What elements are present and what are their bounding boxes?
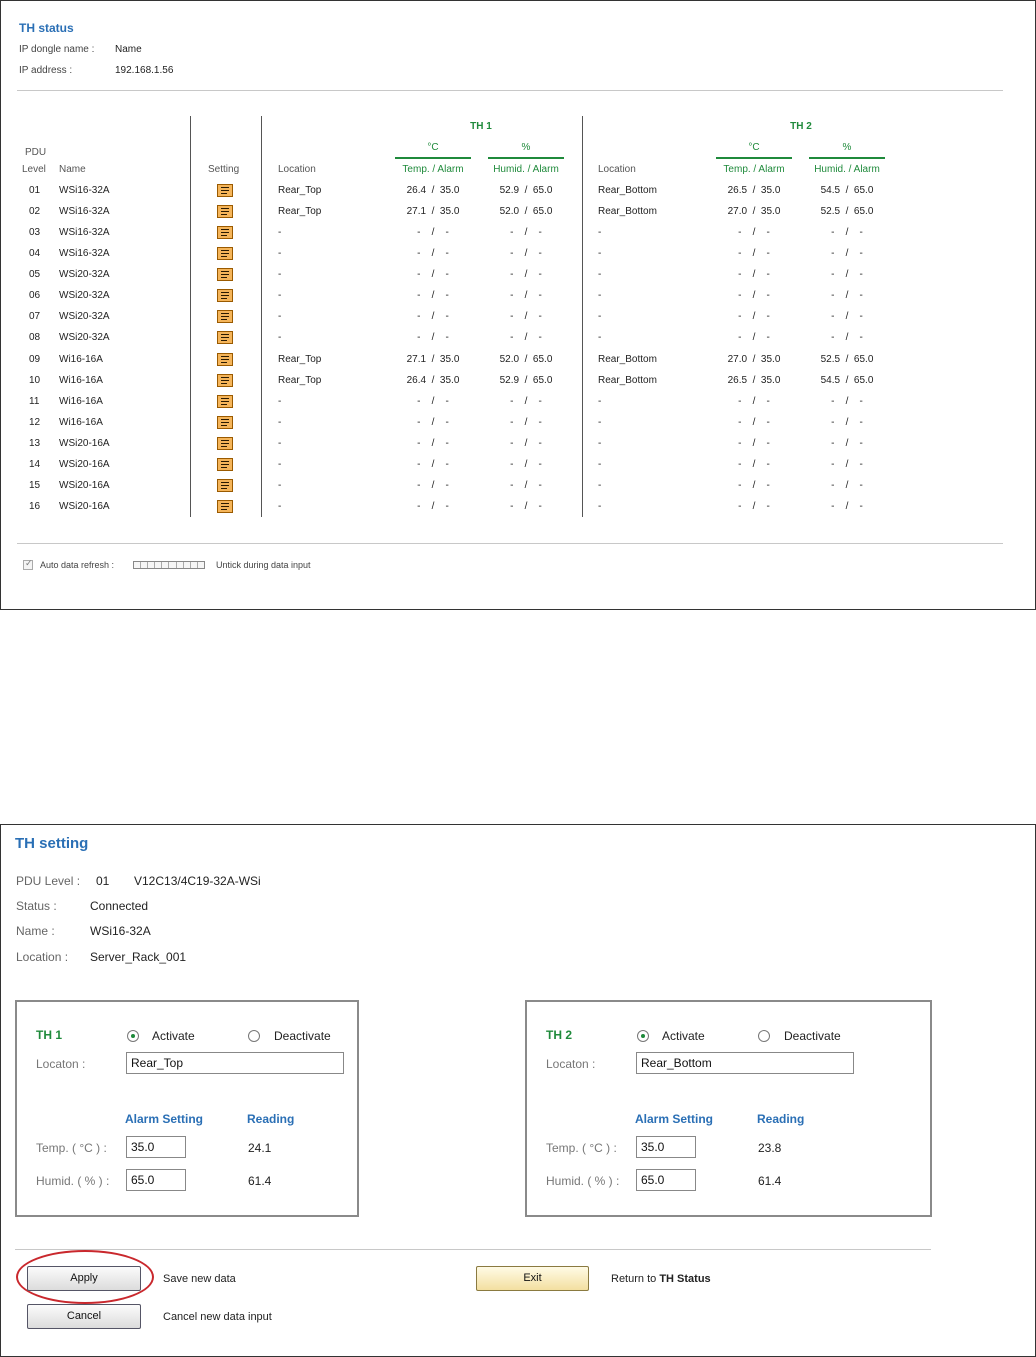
row-th1-location: Rear_Top <box>278 206 322 217</box>
row-th2-temp-alarm: - / - <box>738 248 770 259</box>
th2-title: TH 2 <box>546 1028 573 1042</box>
row-th1-humid-alarm: 52.9 / 65.0 <box>499 375 553 386</box>
setting-icon[interactable] <box>217 331 233 344</box>
row-th1-location: Rear_Top <box>278 354 322 365</box>
row-th1-humid-alarm: - / - <box>510 459 542 470</box>
row-th1-temp-alarm: - / - <box>417 227 449 238</box>
row-th2-location: - <box>598 332 602 343</box>
th-setting-panel <box>0 824 1036 1357</box>
auto-refresh-checkbox[interactable] <box>23 560 33 570</box>
header-temp-alarm-th2: Temp. / Alarm <box>723 164 785 175</box>
header-percent-th1: % <box>521 142 531 153</box>
setting-icon[interactable] <box>217 205 233 218</box>
status-value: Connected <box>90 899 149 913</box>
row-th2-location: - <box>598 269 602 280</box>
row-th2-humid-alarm: 52.5 / 65.0 <box>820 354 874 365</box>
row-th1-humid-alarm: - / - <box>510 417 542 428</box>
header-th2: TH 2 <box>790 121 812 132</box>
row-th2-temp-alarm: - / - <box>738 396 770 407</box>
row-th2-humid-alarm: 52.5 / 65.0 <box>820 206 874 217</box>
row-th1-humid-alarm: - / - <box>510 311 542 322</box>
row-th1-humid-alarm: - / - <box>510 227 542 238</box>
row-th2-humid-alarm: - / - <box>831 480 863 491</box>
header-pdu: PDU <box>25 147 47 158</box>
row-th2-humid-alarm: - / - <box>831 396 863 407</box>
row-th2-humid-alarm: - / - <box>831 438 863 449</box>
th1-humid-label: Humid. ( % ) : <box>36 1174 110 1188</box>
row-level: 03 <box>29 227 41 238</box>
ip-address-label: IP address : <box>19 65 73 76</box>
row-th1-humid-alarm: 52.0 / 65.0 <box>499 206 553 217</box>
header-underline <box>488 157 564 159</box>
row-th1-humid-alarm: - / - <box>510 290 542 301</box>
name-value: WSi16-32A <box>90 924 151 938</box>
row-th2-humid-alarm: 54.5 / 65.0 <box>820 185 874 196</box>
row-th2-temp-alarm: - / - <box>738 269 770 280</box>
row-th1-temp-alarm: - / - <box>417 290 449 301</box>
th2-humid-label: Humid. ( % ) : <box>546 1174 620 1188</box>
setting-icon[interactable] <box>217 289 233 302</box>
setting-icon[interactable] <box>217 416 233 429</box>
cancel-button[interactable]: Cancel <box>27 1304 141 1329</box>
row-level: 16 <box>29 501 41 512</box>
row-th1-humid-alarm: - / - <box>510 332 542 343</box>
row-level: 04 <box>29 248 41 259</box>
divider <box>15 1249 931 1250</box>
row-th1-location: - <box>278 311 282 322</box>
header-humid-alarm-th1: Humid. / Alarm <box>493 164 559 175</box>
row-th2-humid-alarm: - / - <box>831 290 863 301</box>
row-th2-location: Rear_Bottom <box>598 206 657 217</box>
header-name: Name <box>59 164 86 175</box>
row-th1-temp-alarm: - / - <box>417 269 449 280</box>
setting-icon[interactable] <box>217 226 233 239</box>
header-underline <box>809 157 885 159</box>
header-underline <box>395 157 471 159</box>
row-name: WSi20-16A <box>59 501 110 512</box>
row-name: Wi16-16A <box>59 354 103 365</box>
th1-temp-label: Temp. ( °C ) : <box>36 1141 107 1155</box>
th1-activate-radio[interactable] <box>127 1030 139 1042</box>
th-status-panel <box>0 0 1036 610</box>
th2-temp-reading: 23.8 <box>758 1141 782 1155</box>
row-th1-temp-alarm: - / - <box>417 417 449 428</box>
row-th1-humid-alarm: 52.9 / 65.0 <box>499 185 553 196</box>
row-th2-location: Rear_Bottom <box>598 185 657 196</box>
header-temp-alarm-th1: Temp. / Alarm <box>402 164 464 175</box>
setting-icon[interactable] <box>217 353 233 366</box>
row-th2-temp-alarm: - / - <box>738 332 770 343</box>
column-separator <box>190 116 191 517</box>
refresh-progress-bar <box>133 561 205 569</box>
th1-location-input[interactable] <box>126 1052 344 1074</box>
row-name: Wi16-16A <box>59 417 103 428</box>
row-th2-humid-alarm: - / - <box>831 501 863 512</box>
row-th1-location: Rear_Top <box>278 375 322 386</box>
row-th2-location: - <box>598 438 602 449</box>
status-label: Status : <box>16 899 57 913</box>
divider <box>17 90 1003 91</box>
ip-dongle-name-label: IP dongle name : <box>19 44 95 55</box>
row-th2-temp-alarm: 27.0 / 35.0 <box>727 206 781 217</box>
setting-icon[interactable] <box>217 458 233 471</box>
pdu-model: V12C13/4C19-32A-WSi <box>134 874 261 888</box>
th1-deactivate-label: Deactivate <box>274 1029 331 1043</box>
row-th1-humid-alarm: - / - <box>510 501 542 512</box>
page-title: TH status <box>19 21 74 35</box>
row-th2-temp-alarm: 26.5 / 35.0 <box>727 375 781 386</box>
row-th1-temp-alarm: - / - <box>417 248 449 259</box>
row-th2-humid-alarm: - / - <box>831 269 863 280</box>
pdu-level-value: 01 <box>96 874 110 888</box>
row-th2-temp-alarm: - / - <box>738 459 770 470</box>
row-th2-temp-alarm: - / - <box>738 290 770 301</box>
row-th2-temp-alarm: - / - <box>738 227 770 238</box>
row-th2-location: - <box>598 227 602 238</box>
th2-location-label: Locaton : <box>546 1057 596 1071</box>
row-name: WSi20-32A <box>59 290 110 301</box>
column-separator <box>261 116 262 517</box>
setting-icon[interactable] <box>217 437 233 450</box>
header-celsius-th1: °C <box>427 142 439 153</box>
row-name: WSi16-32A <box>59 206 110 217</box>
auto-refresh-label: Auto data refresh : <box>40 560 115 570</box>
th1-location-label: Locaton : <box>36 1057 86 1071</box>
row-th2-location: - <box>598 480 602 491</box>
row-th2-location: - <box>598 290 602 301</box>
th1-reading-header: Reading <box>247 1112 295 1126</box>
row-name: WSi16-32A <box>59 227 110 238</box>
row-th2-humid-alarm: - / - <box>831 248 863 259</box>
row-th2-humid-alarm: - / - <box>831 459 863 470</box>
th1-temp-alarm-input[interactable] <box>126 1136 186 1158</box>
row-th2-location: - <box>598 459 602 470</box>
th1-humid-alarm-input[interactable] <box>126 1169 186 1191</box>
apply-note: Save new data <box>163 1273 236 1285</box>
th2-activate-label: Activate <box>662 1029 705 1043</box>
th2-humid-reading: 61.4 <box>758 1174 782 1188</box>
setting-icon[interactable] <box>217 310 233 323</box>
auto-refresh-note: Untick during data input <box>216 560 311 570</box>
row-th1-location: - <box>278 480 282 491</box>
row-th2-humid-alarm: - / - <box>831 227 863 238</box>
th1-title: TH 1 <box>36 1028 63 1042</box>
row-th1-temp-alarm: - / - <box>417 459 449 470</box>
ip-dongle-name-value: Name <box>115 44 142 55</box>
row-th1-location: - <box>278 248 282 259</box>
header-underline <box>716 157 792 159</box>
row-th2-temp-alarm: - / - <box>738 480 770 491</box>
pdu-level-label: PDU Level : <box>16 874 81 888</box>
th2-alarm-setting-header: Alarm Setting <box>635 1112 714 1126</box>
row-th2-location: - <box>598 248 602 259</box>
row-th1-location: - <box>278 438 282 449</box>
row-level: 10 <box>29 375 41 386</box>
th2-activate-radio[interactable] <box>637 1030 649 1042</box>
th1-deactivate-radio[interactable] <box>248 1030 260 1042</box>
row-th2-location: Rear_Bottom <box>598 375 657 386</box>
row-th1-location: - <box>278 290 282 301</box>
row-name: WSi16-32A <box>59 248 110 259</box>
setting-icon[interactable] <box>217 395 233 408</box>
header-humid-alarm-th2: Humid. / Alarm <box>814 164 880 175</box>
location-label: Location : <box>16 950 69 964</box>
th1-settings-box <box>15 1000 359 1217</box>
divider <box>17 543 1003 544</box>
row-th1-temp-alarm: - / - <box>417 480 449 491</box>
row-th2-temp-alarm: - / - <box>738 501 770 512</box>
header-percent-th2: % <box>842 142 852 153</box>
th2-temp-label: Temp. ( °C ) : <box>546 1141 617 1155</box>
row-level: 07 <box>29 311 41 322</box>
row-th2-humid-alarm: - / - <box>831 417 863 428</box>
row-th2-humid-alarm: - / - <box>831 332 863 343</box>
row-name: WSi20-32A <box>59 269 110 280</box>
row-th1-humid-alarm: - / - <box>510 269 542 280</box>
row-level: 12 <box>29 417 41 428</box>
row-th1-humid-alarm: - / - <box>510 438 542 449</box>
setting-icon[interactable] <box>217 500 233 513</box>
row-name: WSi20-32A <box>59 332 110 343</box>
row-level: 06 <box>29 290 41 301</box>
ip-address-value: 192.168.1.56 <box>115 65 174 76</box>
row-th1-temp-alarm: 26.4 / 35.0 <box>406 185 460 196</box>
row-level: 14 <box>29 459 41 470</box>
th2-reading-header: Reading <box>757 1112 805 1126</box>
row-level: 11 <box>29 396 40 407</box>
row-th1-humid-alarm: 52.0 / 65.0 <box>499 354 553 365</box>
th1-activate-label: Activate <box>152 1029 195 1043</box>
row-th2-temp-alarm: 26.5 / 35.0 <box>727 185 781 196</box>
row-th2-location: - <box>598 501 602 512</box>
column-separator <box>582 116 583 517</box>
th1-temp-reading: 24.1 <box>248 1141 272 1155</box>
setting-icon[interactable] <box>217 247 233 260</box>
row-th1-location: - <box>278 417 282 428</box>
row-th1-temp-alarm: - / - <box>417 396 449 407</box>
row-th1-location: - <box>278 396 282 407</box>
header-celsius-th2: °C <box>748 142 760 153</box>
th2-deactivate-radio[interactable] <box>758 1030 770 1042</box>
row-th1-temp-alarm: 27.1 / 35.0 <box>406 354 460 365</box>
row-th1-location: - <box>278 269 282 280</box>
row-name: WSi20-32A <box>59 311 110 322</box>
setting-icon[interactable] <box>217 374 233 387</box>
row-name: Wi16-16A <box>59 375 103 386</box>
row-level: 15 <box>29 480 41 491</box>
row-th1-humid-alarm: - / - <box>510 480 542 491</box>
row-th1-humid-alarm: - / - <box>510 396 542 407</box>
row-th2-location: - <box>598 396 602 407</box>
row-th1-location: - <box>278 459 282 470</box>
th1-alarm-setting-header: Alarm Setting <box>125 1112 204 1126</box>
th2-deactivate-label: Deactivate <box>784 1029 841 1043</box>
row-th1-temp-alarm: - / - <box>417 311 449 322</box>
row-level: 02 <box>29 206 41 217</box>
header-level: Level <box>22 164 46 175</box>
row-th2-location: - <box>598 417 602 428</box>
th2-temp-alarm-input[interactable] <box>636 1136 696 1158</box>
row-level: 09 <box>29 354 41 365</box>
row-th1-humid-alarm: - / - <box>510 248 542 259</box>
row-th2-temp-alarm: - / - <box>738 417 770 428</box>
row-th1-temp-alarm: 27.1 / 35.0 <box>406 206 460 217</box>
row-th1-location: - <box>278 332 282 343</box>
row-level: 08 <box>29 332 41 343</box>
row-th2-location: - <box>598 311 602 322</box>
header-location-th1: Location <box>278 164 316 175</box>
row-th1-location: - <box>278 501 282 512</box>
apply-button[interactable]: Apply <box>27 1266 141 1291</box>
row-name: WSi20-16A <box>59 438 110 449</box>
row-name: WSi16-32A <box>59 185 110 196</box>
row-th2-temp-alarm: - / - <box>738 311 770 322</box>
name-label: Name : <box>16 924 55 938</box>
th2-settings-box <box>525 1000 932 1217</box>
row-level: 01 <box>29 185 41 196</box>
exit-note-prefix: Return to <box>611 1273 660 1285</box>
row-th2-temp-alarm: - / - <box>738 438 770 449</box>
header-location-th2: Location <box>598 164 636 175</box>
row-name: WSi20-16A <box>59 459 110 470</box>
row-th2-location: Rear_Bottom <box>598 354 657 365</box>
setting-icon[interactable] <box>217 268 233 281</box>
th-status-link[interactable]: TH Status <box>659 1273 711 1285</box>
exit-button[interactable]: Exit <box>476 1266 589 1291</box>
location-value: Server_Rack_001 <box>90 950 187 964</box>
row-th2-humid-alarm: 54.5 / 65.0 <box>820 375 874 386</box>
row-th2-humid-alarm: - / - <box>831 311 863 322</box>
row-th1-location: Rear_Top <box>278 185 322 196</box>
setting-title: TH setting <box>15 835 89 852</box>
setting-icon[interactable] <box>217 184 233 197</box>
row-th1-temp-alarm: - / - <box>417 332 449 343</box>
cancel-note: Cancel new data input <box>163 1311 272 1323</box>
exit-note <box>611 1273 711 1285</box>
row-level: 13 <box>29 438 41 449</box>
row-th1-temp-alarm: - / - <box>417 501 449 512</box>
header-th1: TH 1 <box>470 121 492 132</box>
row-th1-location: - <box>278 227 282 238</box>
row-th1-temp-alarm: 26.4 / 35.0 <box>406 375 460 386</box>
row-th1-temp-alarm: - / - <box>417 438 449 449</box>
th2-location-input[interactable] <box>636 1052 854 1074</box>
th1-humid-reading: 61.4 <box>248 1174 272 1188</box>
row-level: 05 <box>29 269 41 280</box>
row-name: Wi16-16A <box>59 396 103 407</box>
header-setting: Setting <box>208 164 240 175</box>
setting-icon[interactable] <box>217 479 233 492</box>
th2-humid-alarm-input[interactable] <box>636 1169 696 1191</box>
row-name: WSi20-16A <box>59 480 110 491</box>
row-th2-temp-alarm: 27.0 / 35.0 <box>727 354 781 365</box>
